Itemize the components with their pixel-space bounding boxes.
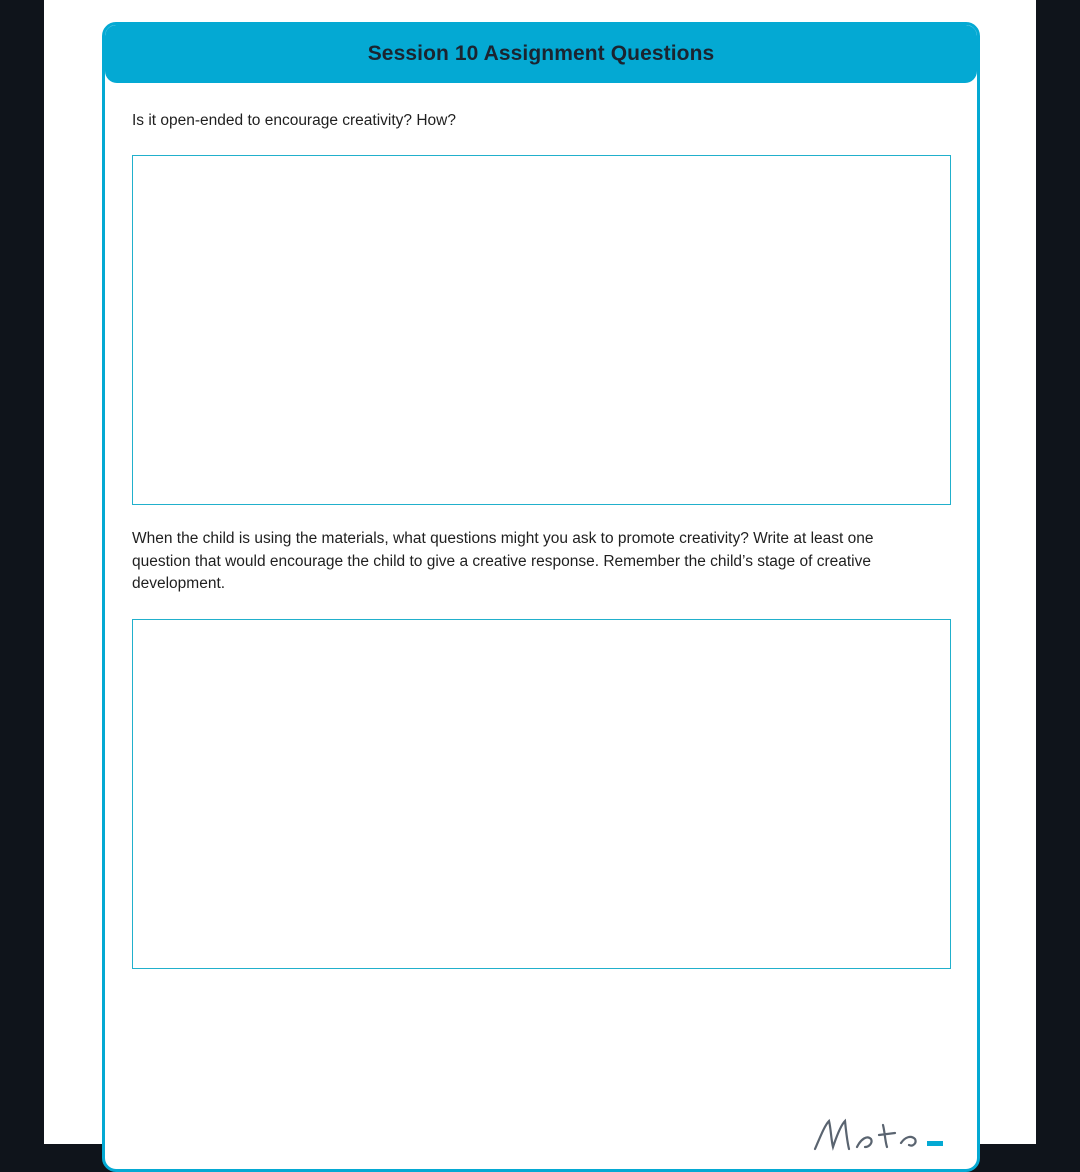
question-1-text: Is it open-ended to encourage creativity? How? — [132, 112, 456, 129]
answer-box-2[interactable] — [132, 619, 951, 969]
assignment-card — [102, 22, 980, 1172]
answer-box-1[interactable] — [132, 155, 951, 505]
card-header — [105, 25, 977, 83]
signature-logo-icon — [811, 1113, 961, 1153]
question-2-text: When the child is using the materials, what questions might you ask to promote creativity? Write at least one question that would encourage the child to give a creative response. Remember the child’s stage of creative development. — [132, 530, 874, 592]
document-page — [44, 0, 1036, 1144]
page-title: Session 10 Assignment Questions — [367, 42, 715, 65]
